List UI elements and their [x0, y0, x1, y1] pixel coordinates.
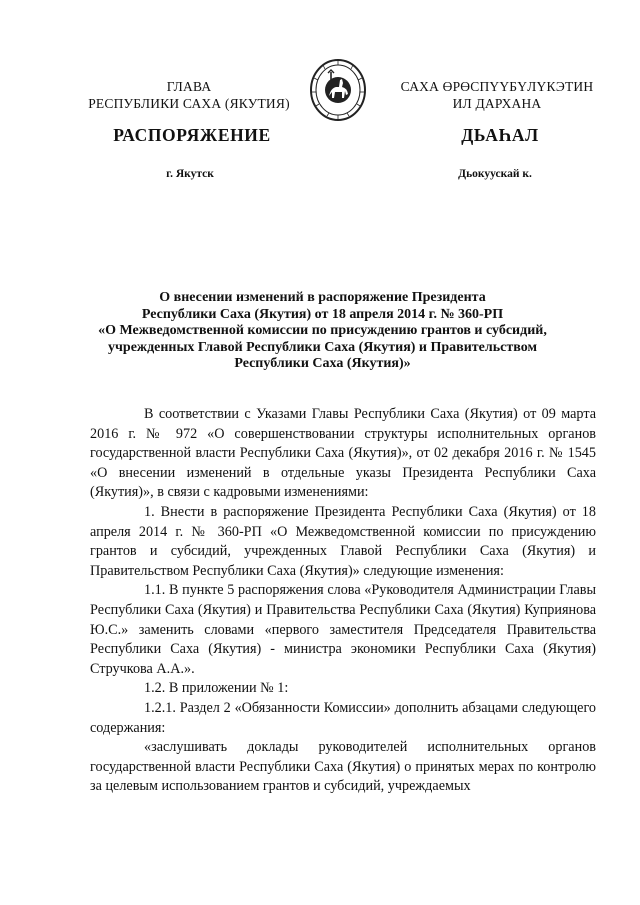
coat-of-arms-emblem: [309, 58, 367, 122]
title-line: Республики Саха (Якутия)»: [234, 356, 411, 371]
header-left-line: ГЛАВА: [166, 79, 212, 94]
header-left-line: РЕСПУБЛИКИ САХА (ЯКУТИЯ): [88, 96, 290, 111]
body-paragraph-quote: «заслушивать доклады руководителей исполнительных органов государственной власти Республики Саха (Якутия) о принятых мерах по контролю за целевым использованием грантов и субсидий, учреждаемых: [90, 739, 596, 795]
body-paragraph-item-1-1: 1.1. В пункте 5 распоряжения слова «Руководителя Администрации Главы Республики Саха (Якутия) и Правительства Республики Саха (Якутия) Куприянова Ю.С.» заменить словами «первого заместителя Председателя Правительства Республики Саха (Якутия) - министра экономики Республики Саха (Якутия) Стручкова А.А.».: [90, 582, 596, 677]
body-paragraph-item-1: 1. Внести в распоряжение Президента Республики Саха (Якутия) от 18 апреля 2014 г. № 360-РП «О Межведомственной комиссии по присуждению грантов и субсидий, учрежденных Главой Республики Саха (Якутия) и Правительством Республики Саха (Якутия)» следующие изменения:: [90, 503, 596, 579]
body-paragraph-item-1-2: 1.2. В приложении № 1:: [144, 680, 289, 697]
title-line: «О Межведомственной комиссии по присуждению грантов и субсидий,: [98, 323, 547, 338]
document-title: [95, 290, 550, 373]
header-left-authority: [78, 78, 300, 112]
body-paragraph-preamble: В соответствии с Указами Главы Республики Саха (Якутия) от 09 марта 2016 г. № 972 «О совершенствовании структуры исполнительных органов государственной власти Республики Саха (Якутия)», от 02 декабря 2016 г. № 1545 «О внесении изменений в отдельные указы Президента Республики Саха (Якутия)», в связи с кадровыми изменениями:: [90, 406, 596, 501]
document-type-russian: РАСПОРЯЖЕНИЕ: [113, 125, 271, 145]
document-body: [90, 405, 596, 797]
title-line: учрежденных Главой Республики Саха (Якутия) и Правительством: [108, 339, 537, 355]
header-right-line: САХА ӨРӨСПҮҮБҮЛҮКЭТИН: [400, 79, 594, 94]
city-russian: г. Якутск: [166, 168, 214, 180]
title-line: Республики Саха (Якутия) от 18 апреля 2014 г. № 360-РП: [141, 306, 504, 322]
title-line: О внесении изменений в распоряжение Президента: [159, 290, 486, 305]
header-right-line: ИЛ ДАРХАНА: [452, 96, 542, 111]
document-type-yakut: ДЬАҺАЛ: [461, 125, 539, 145]
city-yakut: Дьокуускай к.: [458, 168, 532, 180]
header-right-authority: [390, 78, 604, 112]
body-paragraph-item-1-2-1: 1.2.1. Раздел 2 «Обязанности Комиссии» дополнить абзацами следующего содержания:: [90, 699, 596, 736]
